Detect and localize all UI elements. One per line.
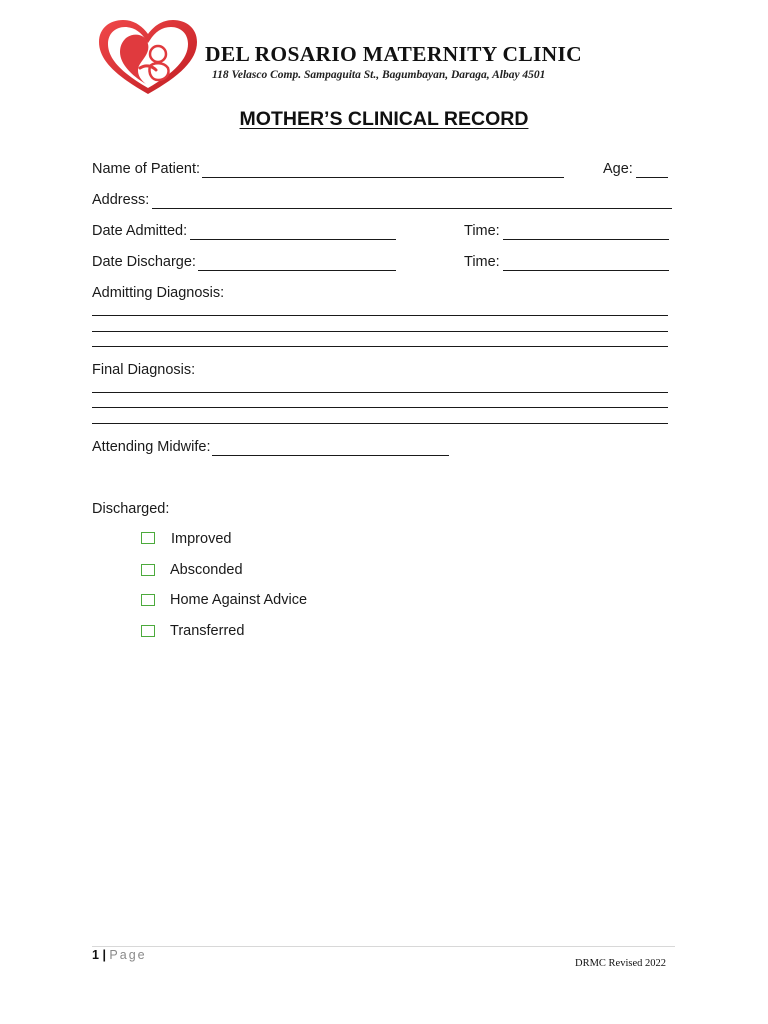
final-diagnosis-line[interactable]	[92, 392, 668, 393]
final-diagnosis-line[interactable]	[92, 423, 668, 424]
clinic-name: DEL ROSARIO MATERNITY CLINIC	[205, 42, 582, 66]
attending-midwife-label: Attending Midwife:	[92, 439, 211, 455]
patient-name-field[interactable]	[202, 177, 564, 178]
transferred-checkbox[interactable]	[141, 625, 155, 637]
page-word: Page	[109, 948, 147, 962]
attending-midwife-field[interactable]	[212, 455, 449, 456]
discharged-label: Discharged:	[92, 501, 170, 517]
address-field[interactable]	[152, 208, 672, 209]
admitting-diagnosis-label: Admitting Diagnosis:	[92, 285, 225, 301]
final-diagnosis-label: Final Diagnosis:	[92, 362, 196, 378]
page-number	[92, 948, 147, 962]
age-label: Age:	[603, 161, 633, 177]
time-discharge-label: Time:	[464, 254, 500, 270]
patient-name-label: Name of Patient:	[92, 161, 200, 177]
document-title: MOTHER’S CLINICAL RECORD	[239, 108, 529, 130]
admitting-diagnosis-line[interactable]	[92, 315, 668, 316]
address-label: Address:	[92, 192, 150, 208]
time-admitted-field[interactable]	[503, 239, 669, 240]
time-discharge-field[interactable]	[503, 270, 669, 271]
revision-note: DRMC Revised 2022	[574, 958, 666, 969]
page-number-value: 1	[92, 948, 99, 962]
transferred-option-label: Transferred	[170, 623, 245, 639]
date-admitted-field[interactable]	[190, 239, 396, 240]
improved-checkbox[interactable]	[141, 532, 155, 544]
final-diagnosis-line[interactable]	[92, 407, 668, 408]
clinic-address: 118 Velasco Comp. Sampaguita St., Bagumbayan, Daraga, Albay 4501	[212, 69, 546, 81]
absconded-checkbox[interactable]	[141, 564, 155, 576]
mother-and-child-heart-icon	[96, 18, 200, 98]
absconded-option-label: Absconded	[170, 562, 243, 578]
home-against-advice-option-label: Home Against Advice	[170, 592, 308, 608]
date-discharge-label: Date Discharge:	[92, 254, 196, 270]
date-admitted-label: Date Admitted:	[92, 223, 188, 239]
improved-option-label: Improved	[171, 531, 232, 547]
home-against-advice-checkbox[interactable]	[141, 594, 155, 606]
date-discharge-field[interactable]	[198, 270, 396, 271]
admitting-diagnosis-line[interactable]	[92, 331, 668, 332]
time-admitted-label: Time:	[464, 223, 500, 239]
clinic-logo	[96, 18, 200, 98]
footer-divider	[92, 946, 675, 947]
age-field[interactable]	[636, 177, 668, 178]
admitting-diagnosis-line[interactable]	[92, 346, 668, 347]
page-separator: |	[102, 948, 106, 962]
